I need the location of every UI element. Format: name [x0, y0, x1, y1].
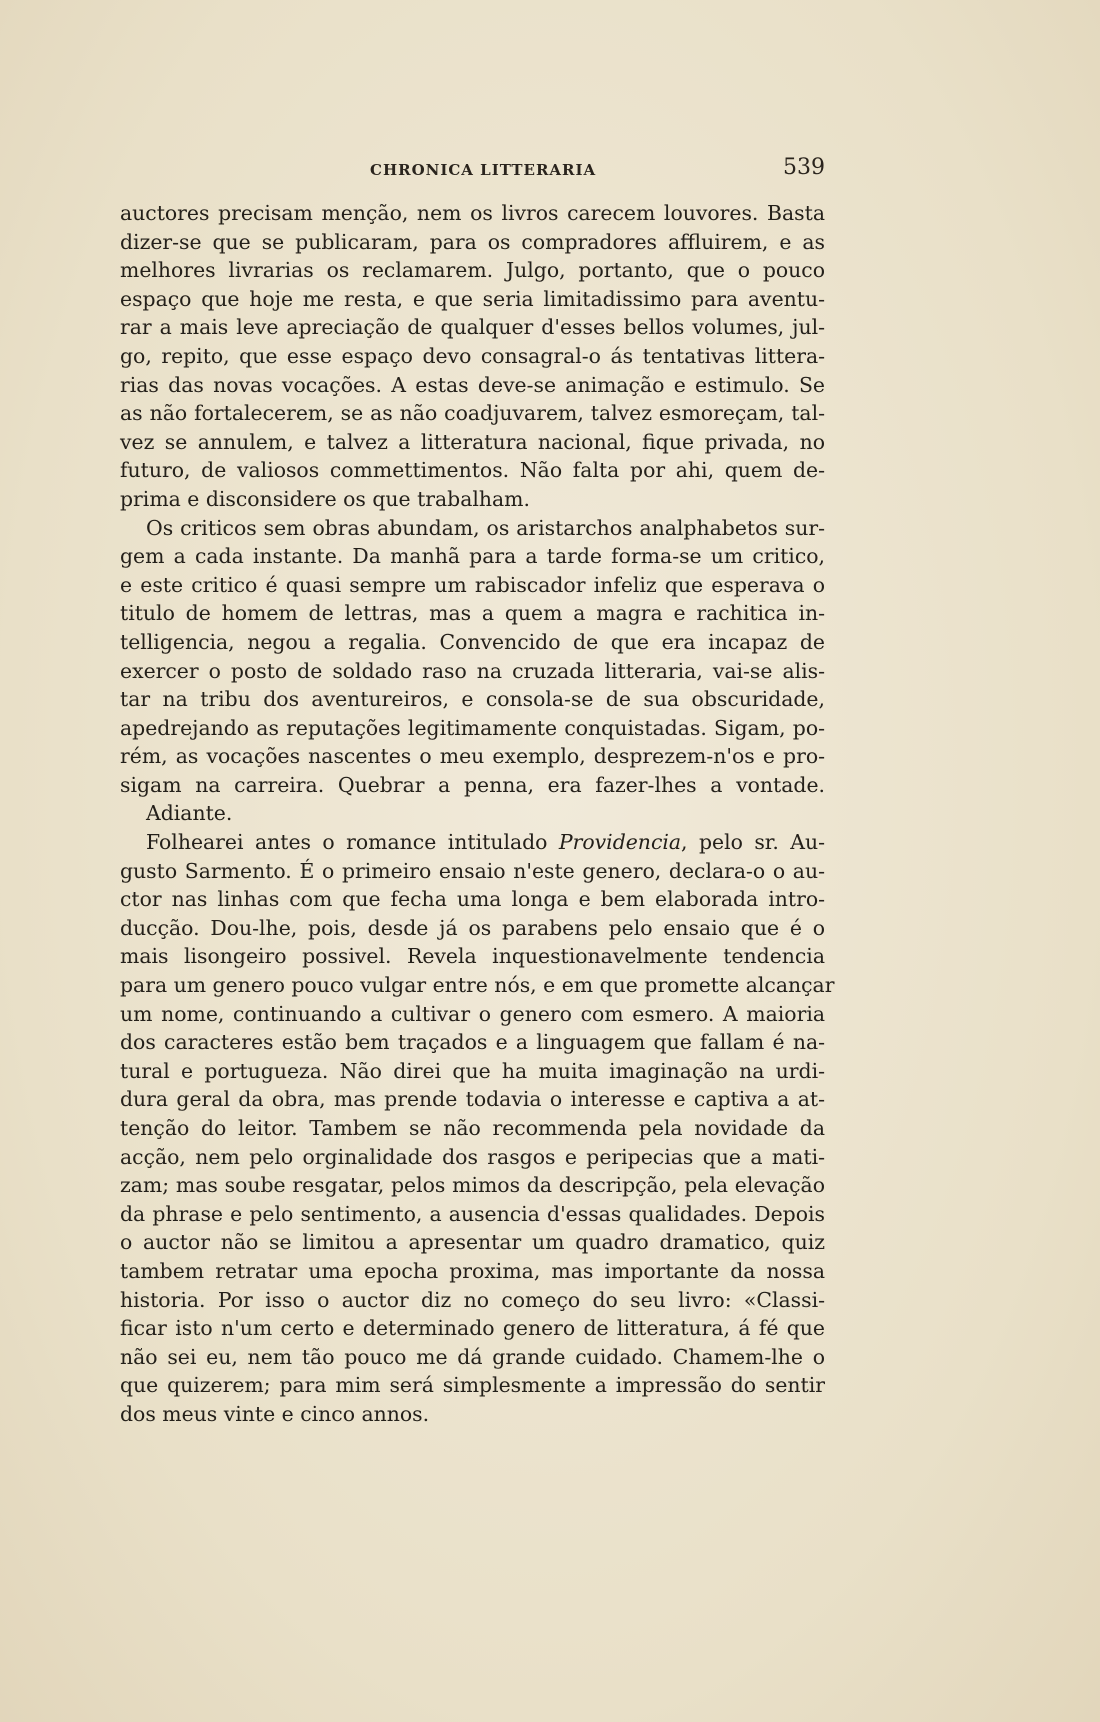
text-line: espaço que hoje me resta, e que seria limitadissimo para aventu-: [120, 286, 825, 311]
body-text: [120, 199, 835, 1429]
text-line: auctores precisam menção, nem os livros carecem louvores. Basta: [120, 201, 825, 225]
text-line: tar na tribu dos aventureiros, e consola-se de sua obscuridade,: [120, 687, 825, 712]
text-line: e este critico é quasi sempre um rabiscador infeliz que esperava o: [120, 572, 825, 597]
text-line: ficar isto n'um certo e determinado genero de litteratura, á fé que: [120, 1316, 825, 1341]
text-line: historia. Por isso o auctor diz no começo do seu livro: «Classi-: [120, 1287, 825, 1312]
book-title: Providencia: [558, 830, 682, 855]
text-line: da phrase e pelo sentimento, a ausencia d'essas qualidades. Depois: [120, 1201, 825, 1226]
text-line: zam; mas soube resgatar, pelos mimos da descripção, pela elevação: [120, 1173, 825, 1198]
text-line: tural e portugueza. Não direi que ha muita imaginação na urdi-: [120, 1058, 825, 1083]
text-line: exercer o posto de soldado raso na cruzada litteraria, vai-se alis-: [120, 658, 825, 683]
text-line: para um genero pouco vulgar entre nós, e em que promette alcançar: [120, 973, 835, 998]
running-title: CHRONICA LITTERARIA: [370, 161, 597, 179]
text-line: ctor nas linhas com que fecha uma longa e bem elaborada intro-: [120, 887, 825, 912]
text-line: titulo de homem de lettras, mas a quem a magra e rachitica in-: [120, 601, 825, 626]
text-line: futuro, de valiosos commettimentos. Não falta por ahi, quem de-: [120, 458, 825, 483]
text-line: vez se annulem, e talvez a litteratura nacional, fique privada, no: [120, 429, 825, 454]
text-line: acção, nem pelo orginalidade dos rasgos e peripecias que a mati-: [120, 1144, 825, 1169]
page-header: [120, 155, 825, 185]
text-line: melhores livrarias os reclamarem. Julgo, portanto, que o pouco: [120, 258, 825, 283]
text-line: rias das novas vocações. A estas deve-se animação e estimulo. Se: [120, 372, 825, 397]
text-line: Os criticos sem obras abundam, os aristarchos analphabetos sur-: [146, 515, 825, 540]
paragraph-3: [120, 799, 825, 828]
text-line: dura geral da obra, mas prende todavia o interesse e captiva a at-: [120, 1087, 825, 1112]
text-line: gem a cada instante. Da manhã para a tarde forma-se um critico,: [120, 544, 825, 569]
text-line: dos caracteres estão bem traçados e a linguagem que fallam é na-: [120, 1030, 825, 1055]
text-line: que quizerem; para mim será simplesmente a impressão do sentir: [120, 1373, 825, 1398]
text-line: telligencia, negou a regalia. Convencido de que era incapaz de: [120, 629, 825, 654]
text-segment: , pelo sr. Au-: [681, 830, 825, 855]
text-line: rar a mais leve apreciação de qualquer d'esses bellos volumes, jul-: [120, 315, 825, 340]
text-line: as não fortalecerem, se as não coadjuvarem, talvez esmoreçam, tal-: [120, 401, 825, 426]
text-line: tenção do leitor. Tambem se não recommenda pela novidade da: [120, 1116, 825, 1140]
paragraph-4: [120, 828, 835, 1428]
page-number: 539: [783, 155, 825, 180]
text-line: mais lisongeiro possivel. Revela inquestionavelmente tendencia: [120, 944, 825, 969]
paragraph-1: [120, 199, 825, 514]
text-line: não sei eu, nem tão pouco me dá grande cuidado. Chamem-lhe o: [120, 1344, 825, 1369]
text-line: [120, 828, 825, 857]
text-line: ducção. Dou-lhe, pois, desde já os parabens pelo ensaio que é o: [120, 915, 825, 940]
text-line: gusto Sarmento. É o primeiro ensaio n'este genero, declara-o o au-: [120, 858, 825, 883]
paragraph-2: [120, 514, 825, 800]
text-line: sigam na carreira. Quebrar a penna, era fazer-lhes a vontade.: [120, 772, 825, 797]
text-line: o auctor não se limitou a apresentar um quadro dramatico, quiz: [120, 1230, 825, 1255]
text-line: tambem retratar uma epocha proxima, mas importante da nossa: [120, 1258, 825, 1283]
text-line: prima e disconsidere os que trabalham.: [120, 486, 531, 511]
text-line: rém, as vocações nascentes o meu exemplo, desprezem-n'os e pro-: [120, 744, 825, 769]
text-line: dos meus vinte e cinco annos.: [120, 1401, 430, 1426]
text-line: Adiante.: [146, 801, 233, 826]
text-line: go, repito, que esse espaço devo consagral-o ás tentativas littera-: [120, 343, 825, 368]
text-line: dizer-se que se publicaram, para os compradores affluirem, e as: [120, 229, 825, 254]
text-line: um nome, continuando a cultivar o genero com esmero. A maioria: [120, 1001, 825, 1026]
text-segment: Folhearei antes o romance intitulado: [146, 830, 559, 855]
text-line: apedrejando as reputações legitimamente conquistadas. Sigam, po-: [120, 715, 825, 740]
